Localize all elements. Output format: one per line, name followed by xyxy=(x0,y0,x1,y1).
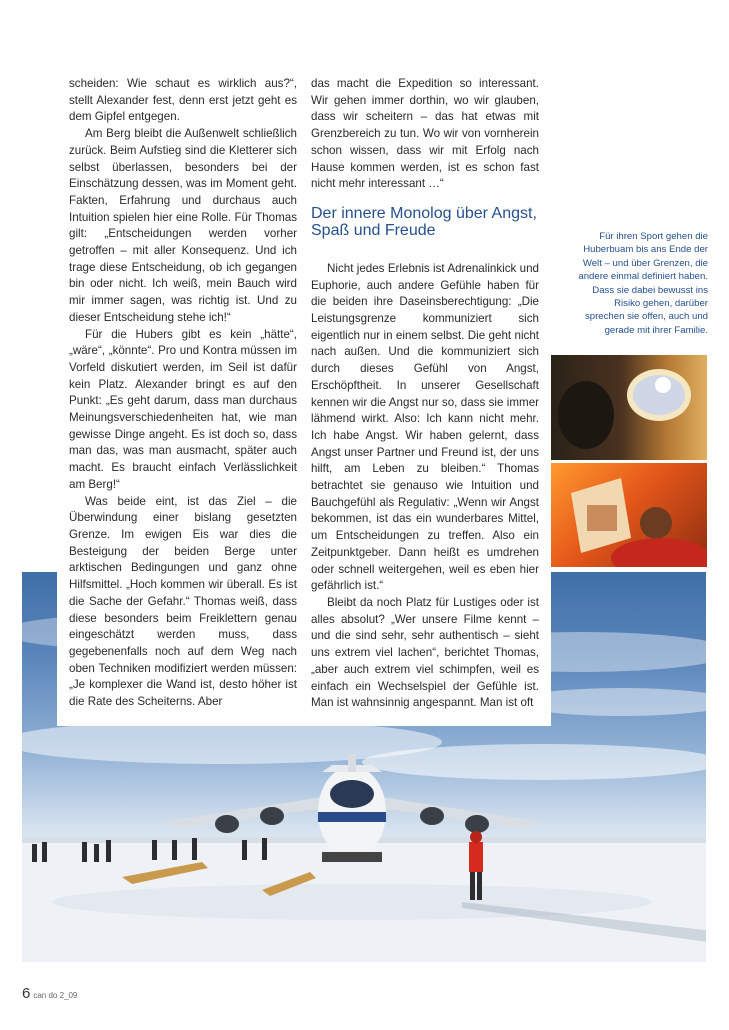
paragraph: Für die Hubers gibt es kein „hätte“, „wäre“, „könnte“. Pro und Kontra müssen im Vorfeld diskutiert werden, im Seil ist dafür kein Platz. Alexander bringt es auf den Punkt: „Es geht darum, dass man durchaus Meinungsverschiedenheiten hat, wie man gewisse Dinge angeht. Es ist doch so, dass man das, was man ausmacht, später auch macht. Es braucht einfach Verlässlichkeit am Berg!“ xyxy=(69,327,297,491)
paragraph: Am Berg bleibt die Außenwelt schließlich zurück. Beim Aufstieg sind die Kletterer sich selbst überlassen, besonders bei der Einschätzung dessen, was im Moment geht. Fakten, Erfahrung und durchaus auch Intuition spielen hier eine Rolle. Für Thomas gilt: „Entscheidungen werden vorher getroffen – mit aller Konsequenz. Und ich trage diese Entscheidung, ob ich gegangen bin oder nicht. Ich weiß, mein Bauch wird mir immer sagen, was richtig ist. Und zu dieser Entscheidung stehe ich!“ xyxy=(69,127,297,324)
paragraph: Bleibt da noch Platz für Lustiges oder ist alles absolut? „Wer unsere Filme kennt – und die sind sehr, sehr authentisch – sieht uns extrem viel lachen“, berichtet Thomas, „aber auch extrem viel schimpfen, weil es einfach ein Wechselspiel der Gefühle ist. Man ist wahnsinnig angespannt. Man ist oft xyxy=(311,595,539,710)
paragraph: das macht die Expedition so interessant. Wir gehen immer dorthin, wo wir glauben, dass wir scheitern – das hat etwas mit Grenzbereich zu tun. Wo wir von vornherein schon wissen, dass wir mit Erfolg nach Hause kommen werden, ist es schon fast nicht mehr interessant …“ xyxy=(311,77,539,191)
section-heading: Der innere Monolog über Angst, Spaß und Freude xyxy=(311,204,537,239)
paragraph: Nicht jedes Erlebnis ist Adrenalinkick und Euphorie, auch andere Gefühle haben für die beiden ihre Daseinsberechtigung: „Die Leistungsgrenze kommuniziert sich eigentlich nur in einem selbst. Die geht nicht nach außen. Und die kommuniziert sich durch dieses Gefühl von Angst, Erschöpftheit. In unserer Gesellschaft kennen wir die Angst nur so, dass sie immer lähmend wirkt. Also: Ich kann nicht mehr. Ich habe Angst. Wir haben gelernt, dass Angst unser Partner und Freund ist, der uns hilft, am Leben zu bleiben.“ Thomas betrachtet sie genauso wie Intuition und Bauchgefühl als Regulativ: „Wenn wir Angst bekommen, ist das ein wunderbares Mittel, um Entscheidungen zu treffen. Also ein Zeitpunktgeber. Dann heißt es umdrehen oder schnell weitergehen, weil es eben hier gefährlich ist.“ xyxy=(311,261,539,593)
page-number: 6 xyxy=(22,985,31,1002)
tent-reading-photo xyxy=(551,463,707,567)
paragraph: Was beide eint, ist das Ziel – die Überwindung einer bislang gesetzten Grenze. Im ewigen Eis war dies die Besteigung der beiden Berge unter arktischen Bedingungen und ganz ohne Hilfsmittel. „Hoch kommen wir überall. Es ist die Sache der Gefahr.“ Thomas weiß, dass diese besonders beim Freiklettern genau eingeschätzt werden muss, dass gegebenenfalls noch auf dem Weg nach oben Techniken modifiziert werden müssen: „Je komplexer die Wand ist, desto höher ist die Rate des Scheiterns. Aber xyxy=(69,494,297,709)
article-column-left xyxy=(69,76,297,711)
paragraph: scheiden: Wie schaut es wirklich aus?“, stellt Alexander fest, denn erst jetzt geht es dem Gipfel entgegen. xyxy=(69,77,297,124)
page-footer xyxy=(22,985,77,1002)
article-column-right xyxy=(311,76,539,712)
magazine-issue: can do 2_09 xyxy=(33,991,78,1000)
photo-caption: Für ihren Sport gehen die Huberbuam bis ans Ende der Welt – und über Grenzen, die andere einmal definiert haben. Dass sie dabei bewusst ins Risiko gehen, darüber sprechen sie offen, auch und gerade mit ihrer Familie. xyxy=(578,231,708,336)
tent-window-photo xyxy=(551,355,707,460)
